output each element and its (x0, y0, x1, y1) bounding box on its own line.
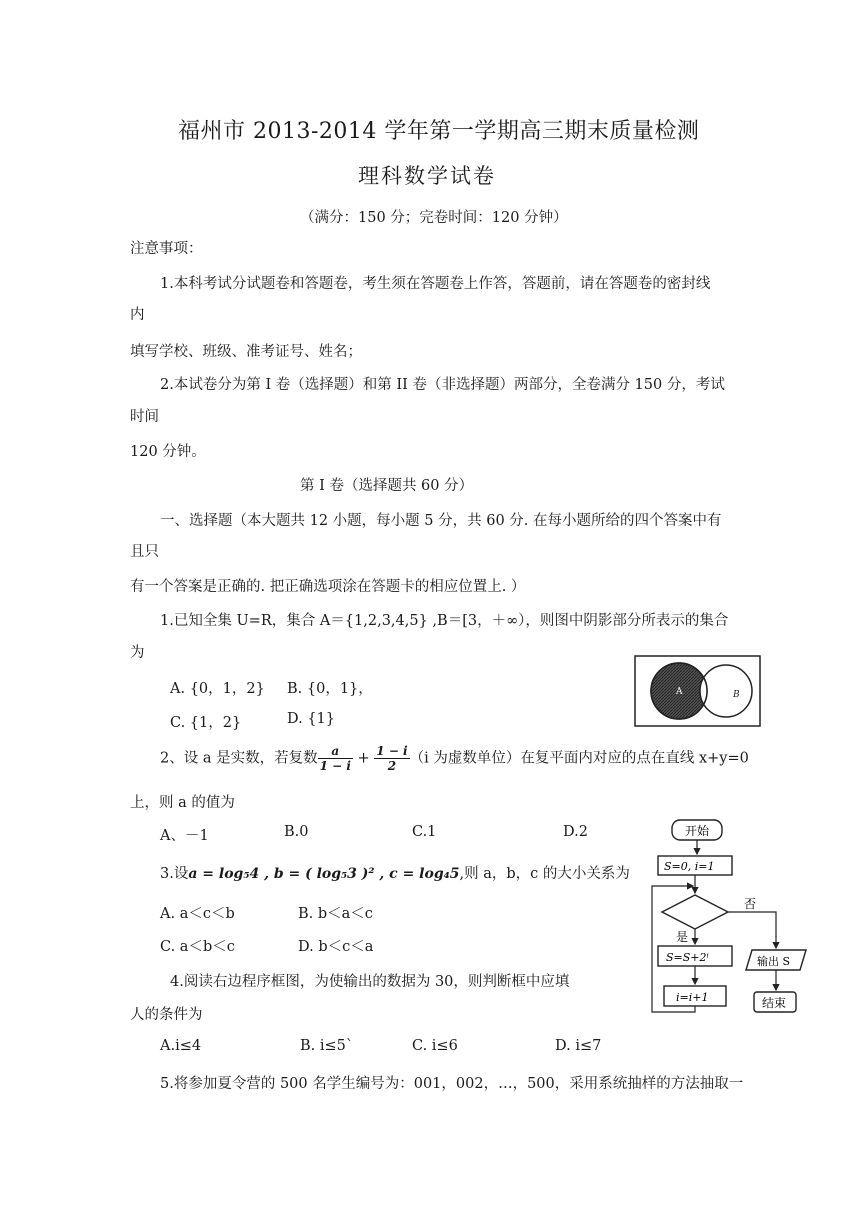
question-2-stem-cont: 上，则 a 的值为 (130, 795, 235, 811)
question-3-prefix: 3.设 (160, 866, 189, 882)
fraction-1-denominator: 1 − i (319, 759, 351, 773)
question-1-stem-cont: 为 (130, 645, 145, 661)
flow-no-label: 否 (744, 897, 757, 911)
question-3-option-d: D. b＜c＜a (298, 939, 374, 955)
question-4-stem: 4.阅读右边程序框图，为使输出的数据为 30，则判断框中应填 (170, 974, 570, 990)
note-1-line-1: 1.本科考试分试题卷和答题卷，考生须在答题卷上作答，答题前，请在答题卷的密封线 (160, 276, 711, 292)
question-3-option-c: C. a＜b＜c (160, 939, 235, 955)
page-subtitle: 理科数学试卷 (358, 164, 496, 188)
note-1-line-2: 内 (130, 307, 145, 323)
section-intro-line-2: 且只 (130, 544, 159, 560)
exam-meta: （满分：150 分；完卷时间：120 分钟） (300, 210, 568, 226)
program-flowchart (640, 816, 818, 1016)
flow-decision-node (662, 895, 728, 929)
flow-yes-label: 是 (676, 930, 689, 944)
plus-sign: + (357, 750, 370, 767)
question-3-suffix: ,则 a，b，c 的大小关系为 (459, 866, 630, 882)
venn-label-a: A (676, 687, 683, 697)
question-4-option-b: B. i≤5` (300, 1038, 354, 1054)
question-1-stem: 1.已知全集 U=R，集合 A＝{1,2,3,4,5} ,B＝[3，＋∞），则图中阴影部分所表示的集合 (160, 613, 729, 629)
question-4-stem-cont: 人的条件为 (130, 1007, 203, 1023)
question-2-stem (160, 744, 749, 773)
fraction-1 (318, 744, 353, 773)
note-2-line-1: 2.本试卷分为第 I 卷（选择题）和第 II 卷（非选择题）两部分，全卷满分 150 分，考试 (160, 377, 725, 393)
question-5-stem: 5.将参加夏令营的 500 名学生编号为：001，002，…，500，采用系统抽样的方法抽取一 (160, 1076, 744, 1092)
question-3-option-a: A. a＜c＜b (160, 906, 235, 922)
question-2-option-a: A、－1 (160, 828, 209, 844)
venn-diagram (634, 655, 762, 728)
question-1-option-b: B. {0，1}， (287, 681, 373, 697)
note-2-line-2: 时间 (130, 409, 159, 425)
fraction-2 (374, 744, 409, 773)
note-2-line-3: 120 分钟。 (130, 444, 206, 460)
flow-output-label: 输出 S (757, 955, 791, 968)
question-3-stem (160, 862, 630, 883)
fraction-2-numerator: 1 − i (376, 744, 408, 758)
question-3-math: a = log₅4 , b = ( log₅3 )² , c = log₄5 (188, 866, 460, 882)
question-4-option-a: A.i≤4 (160, 1038, 202, 1054)
page-title: 福州市 2013-2014 学年第一学期高三期末质量检测 (178, 119, 700, 144)
question-2-option-d: D.2 (563, 824, 588, 840)
venn-label-b: B (733, 690, 740, 700)
section-intro-line-1: 一、选择题（本大题共 12 小题，每小题 5 分，共 60 分. 在每小题所给的四个答案中有 (160, 513, 722, 529)
flow-init-label: S=0, i=1 (664, 860, 715, 873)
notes-heading: 注意事项： (130, 241, 203, 257)
question-2-prefix: 2、设 a 是实数，若复数 (160, 750, 318, 767)
flow-end-label: 结束 (762, 996, 787, 1010)
flow-update-s-label: S=S+2ⁱ (666, 951, 709, 964)
question-4-option-d: D. i≤7 (555, 1038, 602, 1054)
question-4-option-c: C. i≤6 (412, 1038, 458, 1054)
section-intro-line-3: 有一个答案是正确的. 把正确选项涂在答题卡的相应位置上. ） (130, 579, 526, 595)
question-3-option-b: B. b＜a＜c (298, 906, 373, 922)
fraction-2-denominator: 2 (387, 759, 397, 773)
question-1-option-d: D. {1} (287, 711, 336, 727)
question-2-suffix: （i 为虚数单位）在复平面内对应的点在直线 x+y=0 (409, 750, 749, 767)
note-1-line-3: 填写学校、班级、准考证号、姓名； (130, 344, 362, 360)
question-1-option-a: A. {0，1，2} (170, 681, 265, 697)
question-1-option-c: C. {1，2} (170, 715, 242, 731)
flow-start-label: 开始 (685, 824, 710, 838)
flow-update-i-label: i=i+1 (676, 991, 709, 1004)
fraction-1-numerator: a (318, 744, 353, 759)
question-2-option-c: C.1 (412, 824, 437, 840)
section-title: 第 I 卷（选择题共 60 分） (300, 478, 474, 494)
question-2-option-b: B.0 (284, 824, 309, 840)
